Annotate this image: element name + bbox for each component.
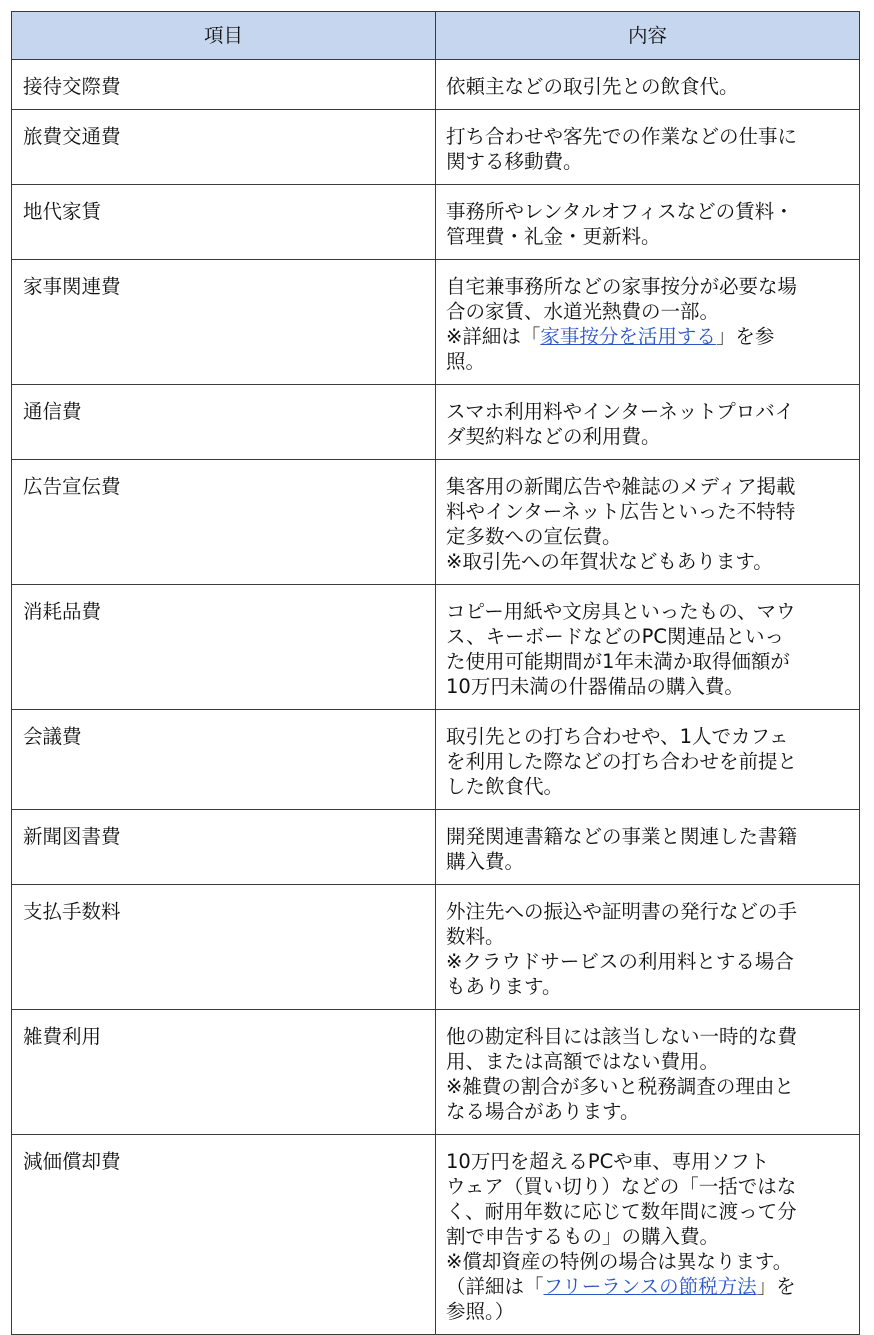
- item-cell: 広告宣伝費: [12, 460, 436, 585]
- content-text: 照。: [446, 350, 486, 373]
- item-cell: 家事関連費: [12, 260, 436, 385]
- content-line: [446, 774, 837, 799]
- content-text: 合の家賃、水道光熱費の一部。: [446, 300, 720, 323]
- table-row: [12, 185, 860, 260]
- content-text: く、耐用年数に応じて数年間に渡って分: [446, 1200, 797, 1223]
- content-line: [446, 1274, 837, 1299]
- content-line: [446, 599, 837, 624]
- content-text: 10万円を超えるPCや車、専用ソフト: [446, 1150, 770, 1173]
- content-line: [446, 624, 837, 649]
- content-line: [446, 1249, 837, 1274]
- content-cell: [436, 110, 860, 185]
- content-line: [446, 749, 837, 774]
- content-text: ※取引先への年賀状などもあります。: [446, 550, 773, 573]
- content-line: [446, 649, 837, 674]
- content-cell: [436, 1010, 860, 1135]
- content-line: [446, 349, 837, 374]
- content-text: 購入費。: [446, 850, 525, 873]
- table-row: [12, 385, 860, 460]
- content-text: 数料。: [446, 925, 505, 948]
- content-text: 他の勘定科目には該当しない一時的な費: [446, 1025, 798, 1048]
- table-row: [12, 460, 860, 585]
- content-line: [446, 949, 837, 974]
- content-line: [446, 1149, 837, 1174]
- content-line: [446, 849, 837, 874]
- table-row: [12, 810, 860, 885]
- item-cell: 旅費交通費: [12, 110, 436, 185]
- table-row: [12, 260, 860, 385]
- content-line: [446, 674, 837, 699]
- content-text: 関する移動費。: [446, 150, 583, 173]
- content-text: 参照。）: [446, 1300, 515, 1323]
- content-line: [446, 1024, 837, 1049]
- content-line: [446, 1224, 837, 1249]
- content-line: [446, 399, 837, 424]
- content-line: [446, 299, 837, 324]
- item-cell: 接待交際費: [12, 60, 436, 110]
- content-text: を利用した際などの打ち合わせを前提と: [446, 750, 798, 773]
- table-row: [12, 1010, 860, 1135]
- table-row: [12, 110, 860, 185]
- header-item: 項目: [12, 12, 436, 60]
- content-text: 割で申告するもの」の購入費。: [446, 1225, 720, 1248]
- item-cell: 雑費利用: [12, 1010, 436, 1135]
- content-text: 取引先との打ち合わせや、1人でカフェ: [446, 725, 789, 748]
- item-cell: 通信費: [12, 385, 436, 460]
- content-text: た使用可能期間が1年未満か取得価額が: [446, 650, 790, 673]
- content-cell: [436, 185, 860, 260]
- content-line: [446, 474, 837, 499]
- content-text: 開発関連書籍などの事業と関連した書籍: [446, 825, 798, 848]
- content-text: 管理費・礼金・更新料。: [446, 225, 661, 248]
- reference-link[interactable]: フリーランスの節税方法: [543, 1275, 757, 1298]
- content-line: [446, 899, 837, 924]
- content-text: もあります。: [446, 975, 562, 998]
- expense-table: [11, 11, 860, 1335]
- content-line: [446, 524, 837, 549]
- content-text: 集客用の新聞広告や雑誌のメディア掲載: [446, 475, 796, 498]
- content-text: 自宅兼事務所などの家事按分が必要な場: [446, 275, 798, 298]
- item-cell: 地代家賃: [12, 185, 436, 260]
- content-text: 外注先への振込や証明書の発行などの手: [446, 900, 798, 923]
- content-line: [446, 224, 837, 249]
- table-row: [12, 885, 860, 1010]
- content-text: ※詳細は「: [446, 325, 541, 348]
- content-text: スマホ利用料やインターネットプロバイ: [446, 400, 795, 423]
- table-row: [12, 710, 860, 810]
- content-line: [446, 124, 837, 149]
- content-text: ダ契約料などの利用費。: [446, 425, 661, 448]
- content-line: [446, 1199, 837, 1224]
- table-row: [12, 585, 860, 710]
- table-row: [12, 1135, 860, 1335]
- content-text: 依頼主などの取引先との飲食代。: [446, 75, 739, 98]
- table-body: [12, 60, 860, 1335]
- content-line: [446, 499, 837, 524]
- content-line: [446, 149, 837, 174]
- content-line: [446, 824, 837, 849]
- content-line: [446, 1049, 837, 1074]
- content-text: 定多数への宣伝費。: [446, 525, 622, 548]
- content-line: [446, 199, 837, 224]
- content-cell: [436, 460, 860, 585]
- content-line: [446, 1099, 837, 1124]
- content-text: 料やインターネット広告といった不特特: [446, 500, 796, 523]
- content-cell: [436, 60, 860, 110]
- table-row: [12, 60, 860, 110]
- item-cell: 消耗品費: [12, 585, 436, 710]
- content-text: 」を: [756, 1275, 796, 1298]
- content-text: 事務所やレンタルオフィスなどの賃料・: [446, 200, 794, 223]
- content-cell: [436, 1135, 860, 1335]
- content-cell: [436, 260, 860, 385]
- content-cell: [436, 885, 860, 1010]
- content-text: コピー用紙や文房具といったもの、マウ: [446, 600, 796, 623]
- content-line: [446, 324, 837, 349]
- content-cell: [436, 710, 860, 810]
- item-cell: 新聞図書費: [12, 810, 436, 885]
- content-text: ※償却資産の特例の場合は異なります。: [446, 1250, 793, 1273]
- content-cell: [436, 810, 860, 885]
- content-line: [446, 74, 837, 99]
- content-text: 」を参: [715, 325, 775, 348]
- content-line: [446, 1074, 837, 1099]
- table-header: [12, 12, 860, 60]
- content-line: [446, 549, 837, 574]
- content-line: [446, 1299, 837, 1324]
- item-cell: 支払手数料: [12, 885, 436, 1010]
- content-cell: [436, 585, 860, 710]
- content-text: した飲食代。: [446, 775, 564, 798]
- item-cell: 会議費: [12, 710, 436, 810]
- content-text: 10万円未満の什器備品の購入費。: [446, 675, 744, 698]
- content-text: （詳細は「: [446, 1275, 544, 1298]
- content-text: ※クラウドサービスの利用料とする場合: [446, 950, 794, 973]
- content-text: 打ち合わせや客先での作業などの仕事に: [446, 125, 798, 148]
- content-text: ※雑費の割合が多いと税務調査の理由と: [446, 1075, 794, 1098]
- content-line: [446, 1174, 837, 1199]
- content-line: [446, 974, 837, 999]
- content-cell: [436, 385, 860, 460]
- content-line: [446, 274, 837, 299]
- header-row: [12, 12, 860, 60]
- item-cell: 減価償却費: [12, 1135, 436, 1335]
- content-text: ス、キーボードなどのPC関連品といっ: [446, 625, 784, 648]
- content-text: 用、または高額ではない費用。: [446, 1050, 720, 1073]
- content-line: [446, 924, 837, 949]
- content-text: なる場合があります。: [446, 1100, 640, 1123]
- content-text: ウェア（買い切り）などの「一括ではな: [446, 1175, 797, 1198]
- content-line: [446, 424, 837, 449]
- content-line: [446, 724, 837, 749]
- reference-link[interactable]: 家事按分を活用する: [540, 325, 716, 348]
- header-content: 内容: [436, 12, 860, 60]
